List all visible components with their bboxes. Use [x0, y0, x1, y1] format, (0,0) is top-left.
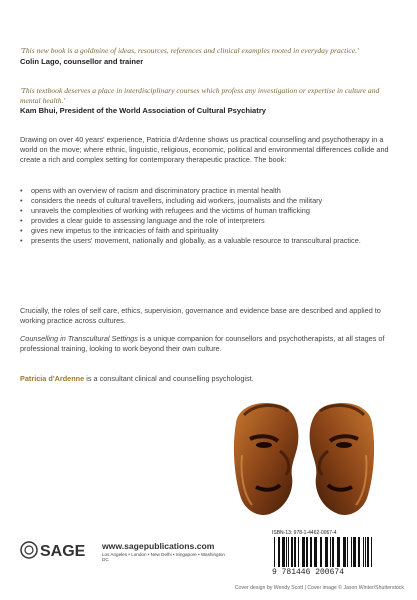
barcode-bar — [298, 537, 299, 567]
book-blurb-text: is a unique companion for counsellors and psychotherapists, at all stages of professional training, looking to work beyond their own culture. — [20, 334, 385, 354]
logo-wordmark: SAGE — [40, 543, 86, 560]
publisher-url: www.sagepublications.com — [102, 541, 215, 551]
right-mask — [310, 403, 374, 515]
list-item: • provides a clear guide to assessing language and the role of interpreters — [20, 216, 400, 226]
barcode-bar — [282, 537, 285, 567]
quote-text: 'This new book is a goldmine of ideas, resources, references and clinical examples rooted in everyday practice.' — [20, 46, 359, 55]
quote-author: Kam Bhui, President of the World Association of Cultural Psychiatry — [20, 106, 266, 116]
barcode-bar — [286, 537, 287, 567]
barcode-bar — [278, 537, 280, 567]
publisher-cities: Los Angeles • London • New Delhi • Singapore • Washington DC — [102, 552, 225, 562]
barcode-bar — [291, 537, 293, 567]
barcode-bar — [365, 537, 366, 567]
barcode-bar — [314, 537, 317, 567]
barcode-bar — [337, 537, 340, 567]
barcode-bar — [325, 537, 328, 567]
list-item: • gives new impetus to the intricacies of faith and spirituality — [20, 226, 400, 236]
closing-paragraph: Crucially, the roles of self care, ethics, supervision, governance and evidence base are described and applied to working practice across cultures. — [20, 306, 381, 326]
barcode-bar — [347, 537, 348, 567]
quote-text: 'This textbook deserves a place in interdisciplinary courses which profess any investigation or expertise in culture and mental health.' — [20, 86, 380, 105]
book-blurb — [20, 334, 402, 354]
sage-logo-icon — [20, 539, 100, 561]
isbn-barcode — [268, 530, 404, 580]
barcode-icon — [272, 537, 400, 567]
description-paragraph: Drawing on over 40 years' experience, Patricia d'Ardenne shows us practical counselling and psychotherapy in a world on the move; where ethnic, linguistic, religious, economic, political and environmental differences collide and create a rich and complex setting for contemporary therapeutic practice. The book: — [20, 135, 389, 165]
feature-list — [20, 186, 400, 245]
barcode-bar — [343, 537, 346, 567]
author-bio-text: is a consultant clinical and counselling psychologist. — [84, 374, 254, 383]
isbn-label: ISBN-13: 978-1-4462-0067-4 — [272, 530, 337, 536]
quote-author: Colin Lago, counsellor and trainer — [20, 56, 144, 66]
author-bio — [20, 374, 402, 384]
barcode-bar — [367, 537, 369, 567]
list-item: • opens with an overview of racism and discriminatory practice in mental health — [20, 186, 400, 196]
quote-1 — [20, 46, 400, 66]
barcode-bar — [330, 537, 331, 567]
barcode-bar — [371, 537, 372, 567]
list-item: • considers the needs of cultural travellers, including aid workers, journalists and the military — [20, 196, 400, 206]
barcode-bar — [302, 537, 305, 567]
publisher-logo — [20, 537, 230, 569]
barcode-bar — [358, 537, 360, 567]
barcode-bar — [332, 537, 334, 567]
left-mask — [234, 403, 298, 515]
isbn-digits: 9 781446 200674 — [272, 568, 345, 577]
list-item: • unravels the complexities of working with refugees and the victims of human trafficking — [20, 206, 400, 216]
barcode-bar — [306, 537, 308, 567]
barcode-bar — [274, 537, 275, 567]
book-title: Counselling in Transcultural Settings — [20, 334, 138, 343]
barcode-bar — [310, 537, 312, 567]
quote-2 — [20, 86, 400, 115]
cover-credits: Cover design by Wendy Scott | Cover image © Jason Winter/Shutterstock — [234, 585, 404, 591]
barcode-bar — [351, 537, 352, 567]
barcode-bar — [363, 537, 364, 567]
masks-image — [228, 395, 380, 525]
list-item: • presents the users' movement, nationally and globally, as a valuable resource to transcultural practice. — [20, 236, 400, 246]
barcode-bar — [353, 537, 356, 567]
barcode-bar — [320, 537, 322, 567]
author-name: Patricia d'Ardenne — [20, 374, 85, 383]
barcode-bar — [288, 537, 289, 567]
barcode-bar — [294, 537, 296, 567]
